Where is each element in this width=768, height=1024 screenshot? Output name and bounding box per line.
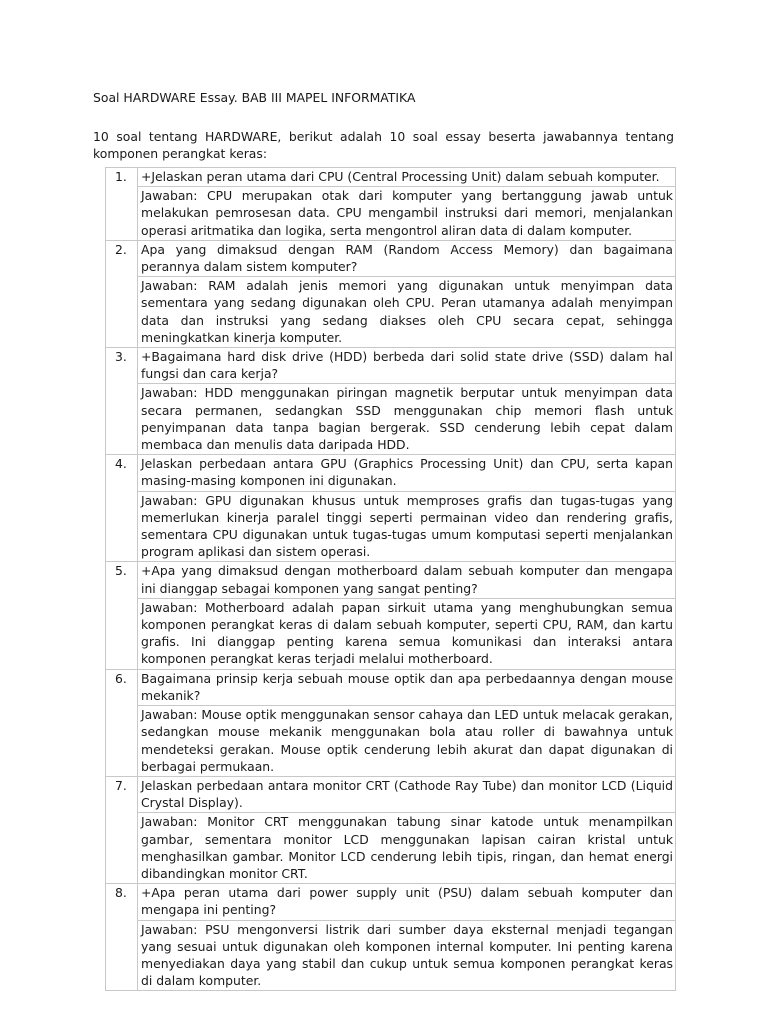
question-row xyxy=(106,240,676,276)
question-row xyxy=(106,562,676,598)
answer-row xyxy=(106,920,676,991)
question-text: +Jelaskan peran utama dari CPU (Central Processing Unit) dalam sebuah komputer. xyxy=(138,168,676,187)
question-text: +Bagaimana hard disk drive (HDD) berbeda dari solid state drive (SSD) dalam hal fungsi dan cara kerja? xyxy=(138,348,676,384)
answer-text: Jawaban: PSU mengonversi listrik dari sumber daya eksternal menjadi tegangan yang sesuai untuk digunakan oleh komponen internal komputer. Ini penting karena menyediakan daya yang stabil dan cukup untuk semua komponen perangkat keras di dalam komputer. xyxy=(138,920,676,991)
question-number: 5. xyxy=(106,562,138,598)
question-row xyxy=(106,669,676,705)
question-number: 7. xyxy=(106,776,138,812)
question-number: 1. xyxy=(106,168,138,187)
document-title: Soal HARDWARE Essay. BAB III MAPEL INFORMATIKA xyxy=(93,90,416,105)
answer-indent-cell xyxy=(106,187,138,241)
question-number: 4. xyxy=(106,455,138,491)
answer-indent-cell xyxy=(106,384,138,455)
question-number: 3. xyxy=(106,348,138,384)
answer-indent-cell xyxy=(106,813,138,884)
questions-table xyxy=(105,167,676,991)
question-text: Jelaskan perbedaan antara monitor CRT (Cathode Ray Tube) dan monitor LCD (Liquid Crystal Display). xyxy=(138,776,676,812)
question-row xyxy=(106,348,676,384)
answer-indent-cell xyxy=(106,598,138,669)
question-text: Bagaimana prinsip kerja sebuah mouse optik dan apa perbedaannya dengan mouse mekanik? xyxy=(138,669,676,705)
question-text: +Apa yang dimaksud dengan motherboard dalam sebuah komputer dan mengapa ini dianggap sebagai komponen yang sangat penting? xyxy=(138,562,676,598)
intro-paragraph: 10 soal tentang HARDWARE, berikut adalah 10 soal essay beserta jawabannya tentang komponen perangkat keras: xyxy=(93,129,674,161)
answer-row xyxy=(106,598,676,669)
answer-text: Jawaban: RAM adalah jenis memori yang digunakan untuk menyimpan data sementara yang sedang digunakan oleh CPU. Peran utamanya adalah menyimpan data dan instruksi yang sedang diakses oleh CPU secara cepat, sehingga meningkatkan kinerja komputer. xyxy=(138,277,676,348)
answer-indent-cell xyxy=(106,920,138,991)
question-number: 6. xyxy=(106,669,138,705)
answer-row xyxy=(106,706,676,777)
answer-text: Jawaban: HDD menggunakan piringan magnetik berputar untuk menyimpan data secara permanen, sedangkan SSD menggunakan chip memori flash untuk penyimpanan data tanpa bagian bergerak. SSD cenderung lebih cepat dalam membaca dan menulis data daripada HDD. xyxy=(138,384,676,455)
answer-text: Jawaban: Mouse optik menggunakan sensor cahaya dan LED untuk melacak gerakan, sedangkan mouse mekanik menggunakan bola atau roller di bawahnya untuk mendeteksi gerakan. Mouse optik cenderung lebih akurat dan dapat digunakan di berbagai permukaan. xyxy=(138,706,676,777)
answer-text: Jawaban: Motherboard adalah papan sirkuit utama yang menghubungkan semua komponen perangkat keras di dalam sebuah komputer, seperti CPU, RAM, dan kartu grafis. Ini dianggap penting karena semua komunikasi dan interaksi antara komponen perangkat keras terjadi melalui motherboard. xyxy=(138,598,676,669)
answer-row xyxy=(106,813,676,884)
question-text: +Apa peran utama dari power supply unit (PSU) dalam sebuah komputer dan mengapa ini penting? xyxy=(138,884,676,920)
question-row xyxy=(106,455,676,491)
question-text: Jelaskan perbedaan antara GPU (Graphics Processing Unit) dan CPU, serta kapan masing-masing komponen ini digunakan. xyxy=(138,455,676,491)
answer-row xyxy=(106,384,676,455)
question-row xyxy=(106,168,676,187)
answer-indent-cell xyxy=(106,706,138,777)
question-number: 2. xyxy=(106,240,138,276)
answer-text: Jawaban: GPU digunakan khusus untuk memproses grafis dan tugas-tugas yang memerlukan kinerja paralel tinggi seperti permainan video dan rendering grafis, sementara CPU digunakan untuk tugas-tugas umum komputasi seperti menjalankan program aplikasi dan sistem operasi. xyxy=(138,491,676,562)
question-row xyxy=(106,884,676,920)
answer-text: Jawaban: CPU merupakan otak dari komputer yang bertanggung jawab untuk melakukan pemrosesan data. CPU mengambil instruksi dari memori, menjalankan operasi aritmatika dan logika, serta mengontrol aliran data di dalam komputer. xyxy=(138,187,676,241)
answer-indent-cell xyxy=(106,491,138,562)
answer-row xyxy=(106,187,676,241)
questions-table-body xyxy=(106,168,676,991)
question-row xyxy=(106,776,676,812)
answer-row xyxy=(106,491,676,562)
answer-text: Jawaban: Monitor CRT menggunakan tabung sinar katode untuk menampilkan gambar, sementara monitor LCD menggunakan lapisan cairan kristal untuk menghasilkan gambar. Monitor LCD cenderung lebih tipis, ringan, dan hemat energi dibandingkan monitor CRT. xyxy=(138,813,676,884)
answer-row xyxy=(106,277,676,348)
answer-indent-cell xyxy=(106,277,138,348)
question-text: Apa yang dimaksud dengan RAM (Random Access Memory) dan bagaimana perannya dalam sistem komputer? xyxy=(138,240,676,276)
question-number: 8. xyxy=(106,884,138,920)
